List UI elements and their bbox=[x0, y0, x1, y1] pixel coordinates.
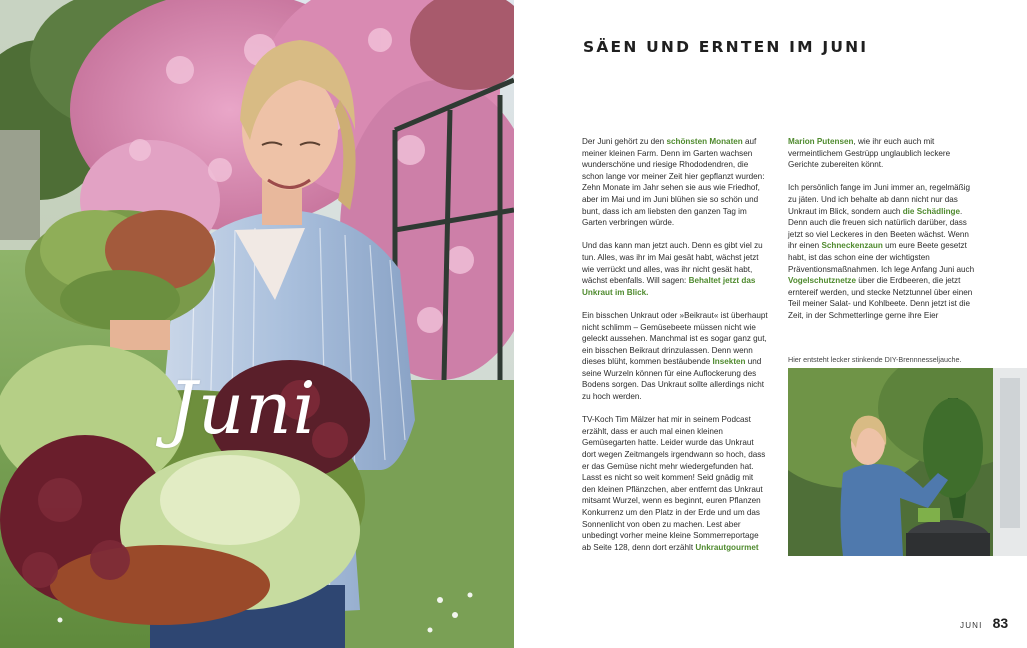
body-text: auf meiner kleinen Farm. Denn im Garten wachsen wunderschöne und riesige Rhododendren, die schon lange vor meiner Zeit hier gepflanzt wurden: Zehn Monate im Jahr sehen sie aus wie Friedhof, aber im Mai und im Juni blühen sie so schön und bunt, dass ich am liebsten den ganzen Tag im Garten verbringen würde. bbox=[582, 137, 765, 228]
body-text: Ein bisschen Unkraut oder »Beikraut« ist überhaupt nicht schlimm – Gemüsebeete müssen nicht wie geleckt aussehen. Manchmal ist es sogar ganz gut, ein bisschen Beikraut drinzulassen. Denn wenn dieses blüht, kommen bestäubende bbox=[582, 310, 768, 367]
body-text: um eure Beete gesetzt habt, ist das schon eine der wichtigsten Präventionsmaßnahmen. Ich lege Anfang Juni auch bbox=[788, 241, 975, 274]
text-column-right bbox=[788, 136, 978, 333]
inset-photo bbox=[788, 368, 1027, 556]
highlighted-term: Behaltet jetzt das Unkraut im Blick. bbox=[582, 276, 756, 297]
highlighted-term: schönsten Monaten bbox=[666, 137, 743, 146]
page-number: 83 bbox=[992, 615, 1009, 631]
highlighted-term: Schneckenzaun bbox=[821, 241, 883, 251]
highlighted-term: Vogelschutznetze bbox=[788, 276, 857, 286]
body-paragraph bbox=[788, 182, 978, 321]
body-text: Und das kann man jetzt auch. Denn es gibt viel zu tun. Alles, was ihr im Mai gesät habt, wächst jetzt wie verrückt und alles, was ihr nicht gesät habt, wächst ebenfalls. Will sagen: bbox=[582, 241, 763, 286]
highlighted-term: Insekten bbox=[712, 357, 746, 367]
highlighted-term: Unkrautgourmet bbox=[695, 542, 759, 552]
body-text: über die Erdbeeren, die jetzt erntereif werden, und stecke Netztunnel über einen Teil meiner Salat- und Kohlbeete. Denn jetzt ist die Zeit, in der Schmetterlinge gerne ihre Eier bbox=[788, 276, 973, 320]
body-text: TV-Koch Tim Mälzer hat mir in seinem Podcast erzählt, dass er auch mal einen kleinen Gemüsegarten hatte. Leider wurde das Unkraut dort wegen Zeitmangels irgendwann so hoch, dass er das Gemüse nicht mehr wiedergefunden hat. Lasst es nicht so weit kommen! Seid gnädig mit den kleinen Pflänzchen, aber entfernt das Unkraut mitsamt Wurzel, wenn es beginnt, euren Pflanzen Konkurrenz um den Platz in der Erde und um das Sonnenlicht von oben zu machen. Lest aber unbedingt vorher meine kleine Sommerreportage ab Seite 128, denn dort erzählt bbox=[582, 415, 766, 552]
page-headline: SÄEN UND ERNTEN IM JUNI bbox=[583, 38, 869, 56]
body-text: und seine Wurzeln können für eine Auflockerung des Bodens sorgen. Das Unkraut sollte allerdings nicht zu hoch werden. bbox=[582, 357, 765, 402]
body-text: Ich persönlich fange im Juni immer an, regelmäßig zu jäten. Und ich behalte ab dann nicht nur das Unkraut im Blick, sondern auch bbox=[788, 183, 970, 216]
body-text: Der Juni gehört zu den bbox=[582, 137, 667, 146]
highlighted-term: Marion Putensen bbox=[788, 137, 854, 146]
page-footer bbox=[960, 615, 1008, 631]
body-text: , wie ihr euch auch mit vermeintlichem Gestrüpp unglaublich leckere Gerichte zubereiten könnt. bbox=[788, 137, 951, 170]
text-column-left bbox=[582, 136, 768, 565]
body-paragraph bbox=[582, 136, 768, 229]
text-page bbox=[514, 0, 1027, 648]
photo-caption: Hier entsteht lecker stinkende DIY-Brennnesseljauche. bbox=[788, 355, 962, 364]
body-paragraph bbox=[788, 136, 978, 171]
body-text: . Denn auch die freuen sich natürlich darüber, dass jetzt so viel Leckeres in den Beeten wächst. Wenn ihr einen bbox=[788, 206, 969, 251]
inset-photo-illustration bbox=[788, 368, 1027, 556]
body-paragraph bbox=[582, 240, 768, 298]
script-month-title: Juni bbox=[168, 366, 317, 450]
body-paragraph bbox=[582, 310, 768, 403]
highlighted-term: die Schädlinge bbox=[902, 206, 961, 216]
running-footer-label: JUNI bbox=[960, 621, 983, 630]
body-paragraph bbox=[582, 414, 768, 553]
